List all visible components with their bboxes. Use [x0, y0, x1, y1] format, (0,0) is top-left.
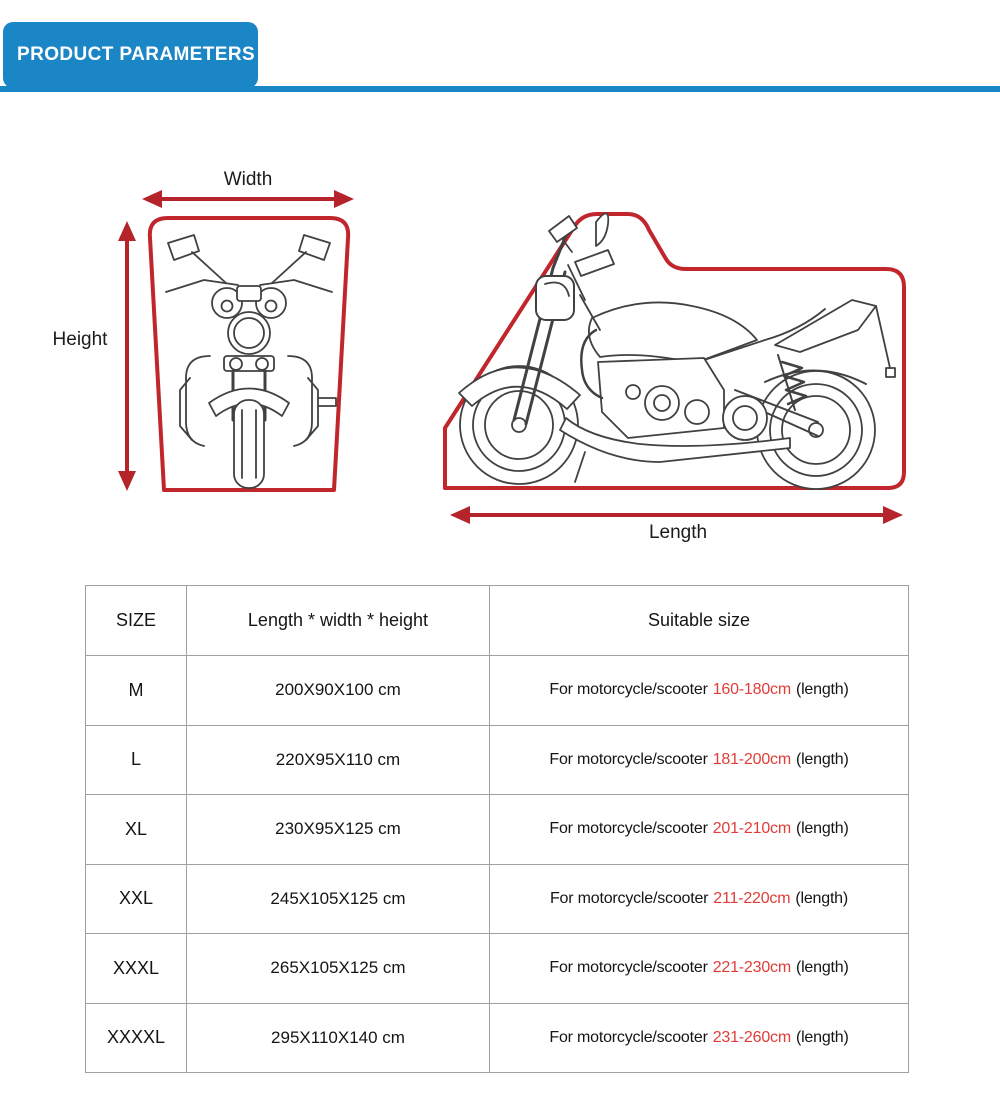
table-row: [86, 656, 909, 726]
table-row: [86, 725, 909, 795]
suitable-prefix: For motorcycle/scooter: [549, 1028, 708, 1046]
suitable-range: 221-230cm: [712, 959, 791, 977]
size-cell: XXL: [86, 864, 187, 934]
suitable-range: 231-260cm: [712, 1028, 791, 1046]
height-arrow: [118, 221, 136, 491]
cover-outline-front: [150, 218, 348, 490]
cover-outline-side: [445, 214, 904, 488]
dimensions-cell: 245X105X125 cm: [187, 864, 490, 934]
suitable-range: 160-180cm: [712, 681, 791, 699]
table-header-row: [86, 586, 909, 656]
suitable-suffix: (length): [795, 1028, 849, 1046]
size-cell: XL: [86, 795, 187, 865]
width-arrow: [142, 190, 354, 208]
column-header-dimensions: Length * width * height: [187, 586, 490, 656]
dimensions-cell: 265X105X125 cm: [187, 934, 490, 1004]
suitable-suffix: (length): [795, 889, 849, 907]
width-dimension-label: Width: [223, 169, 273, 190]
suitable-suffix: (length): [795, 681, 849, 699]
suitable-suffix: (length): [795, 959, 849, 977]
suitable-range: 181-200cm: [712, 750, 791, 768]
section-title: PRODUCT PARAMETERS: [17, 44, 256, 65]
suitable-cell: [490, 934, 909, 1004]
suitable-range: 201-210cm: [712, 820, 791, 838]
table-row: [86, 1003, 909, 1073]
suitable-prefix: For motorcycle/scooter: [549, 959, 708, 977]
size-table: [85, 585, 909, 1073]
length-dimension-label: Length: [648, 522, 708, 543]
suitable-cell: [490, 725, 909, 795]
suitable-cell: [490, 864, 909, 934]
suitable-prefix: For motorcycle/scooter: [549, 889, 709, 907]
table-row: [86, 795, 909, 865]
suitable-cell: [490, 795, 909, 865]
suitable-prefix: For motorcycle/scooter: [549, 820, 708, 838]
dimensions-cell: 220X95X110 cm: [187, 725, 490, 795]
table-row: [86, 934, 909, 1004]
dimensions-cell: 200X90X100 cm: [187, 656, 490, 726]
suitable-cell: [490, 656, 909, 726]
size-cell: L: [86, 725, 187, 795]
table-row: [86, 864, 909, 934]
size-cell: XXXL: [86, 934, 187, 1004]
dimensions-cell: 230X95X125 cm: [187, 795, 490, 865]
suitable-suffix: (length): [795, 820, 849, 838]
section-header-tab: [3, 22, 258, 88]
height-dimension-label: Height: [52, 329, 108, 350]
motorcycle-front-line-art: [166, 235, 336, 488]
dimensions-cell: 295X110X140 cm: [187, 1003, 490, 1073]
motorcycle-side-line-art: [459, 213, 895, 489]
suitable-suffix: (length): [795, 750, 849, 768]
size-cell: M: [86, 656, 187, 726]
suitable-range: 211-220cm: [713, 889, 791, 907]
suitable-prefix: For motorcycle/scooter: [549, 750, 708, 768]
column-header-size: SIZE: [86, 586, 187, 656]
suitable-cell: [490, 1003, 909, 1073]
suitable-prefix: For motorcycle/scooter: [549, 681, 708, 699]
column-header-suitable: Suitable size: [490, 586, 909, 656]
size-cell: XXXXL: [86, 1003, 187, 1073]
